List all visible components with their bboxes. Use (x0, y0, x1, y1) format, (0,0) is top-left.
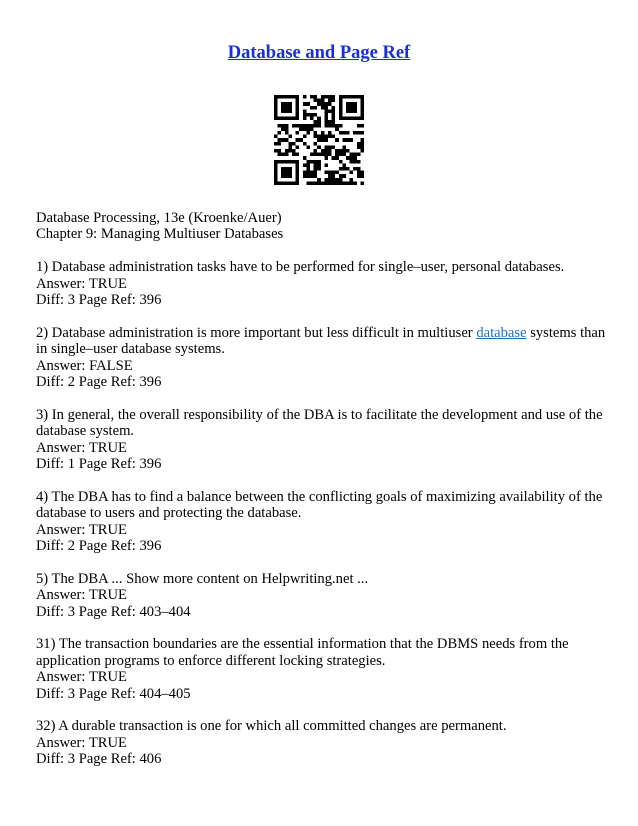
question-text: 3) In general, the overall responsibility of the DBA is to facilitate the development and use of the database system. (36, 406, 603, 440)
difficulty-page-ref: Diff: 3 Page Ref: 396 (36, 292, 162, 309)
book-title: Database Processing, 13e (Kroenke/Auer) (36, 210, 282, 226)
difficulty-page-ref: Diff: 3 Page Ref: 403–404 (36, 603, 191, 620)
question-text (36, 325, 606, 358)
question-text: 31) The transaction boundaries are the essential information that the DBMS needs from the application programs to enforce different locking strategies. (36, 636, 569, 669)
difficulty-page-ref: Diff: 2 Page Ref: 396 (36, 538, 162, 555)
document-body (36, 210, 606, 784)
question-text-before: 2) Database administration is more important but less difficult in multiuser (36, 324, 477, 341)
answer: Answer: TRUE (36, 669, 127, 686)
question-5 (36, 571, 606, 620)
question-2 (36, 325, 606, 391)
question-4 (36, 489, 606, 555)
database-link[interactable]: database (476, 324, 527, 341)
answer: Answer: TRUE (36, 521, 127, 538)
difficulty-page-ref: Diff: 1 Page Ref: 396 (36, 456, 162, 473)
title-link[interactable]: Database and Page Ref (227, 43, 411, 63)
answer: Answer: FALSE (36, 357, 133, 374)
qr-code-icon (274, 95, 364, 185)
answer: Answer: TRUE (36, 587, 127, 604)
page-title (0, 43, 638, 64)
document-header (36, 210, 606, 243)
answer: Answer: TRUE (36, 439, 127, 456)
question-text: 5) The DBA ... Show more content on Helpwriting.net ... (36, 570, 369, 587)
question-31 (36, 636, 606, 702)
question-text: 1) Database administration tasks have to be performed for single–user, personal databases. (36, 259, 565, 276)
question-text: 32) A durable transaction is one for which all committed changes are permanent. (36, 718, 507, 735)
chapter-title: Chapter 9: Managing Multiuser Databases (36, 226, 284, 243)
difficulty-page-ref: Diff: 2 Page Ref: 396 (36, 374, 162, 391)
difficulty-page-ref: Diff: 3 Page Ref: 404–405 (36, 685, 191, 702)
answer: Answer: TRUE (36, 734, 127, 751)
question-32 (36, 718, 606, 767)
question-text-after: systems than in single–user database systems. (36, 324, 606, 358)
question-3 (36, 407, 606, 473)
question-text: 4) The DBA has to find a balance between the conflicting goals of maximizing availability of the database to users and protecting the database. (36, 488, 603, 522)
difficulty-page-ref: Diff: 3 Page Ref: 406 (36, 751, 162, 768)
answer: Answer: TRUE (36, 275, 127, 292)
question-1 (36, 259, 606, 308)
